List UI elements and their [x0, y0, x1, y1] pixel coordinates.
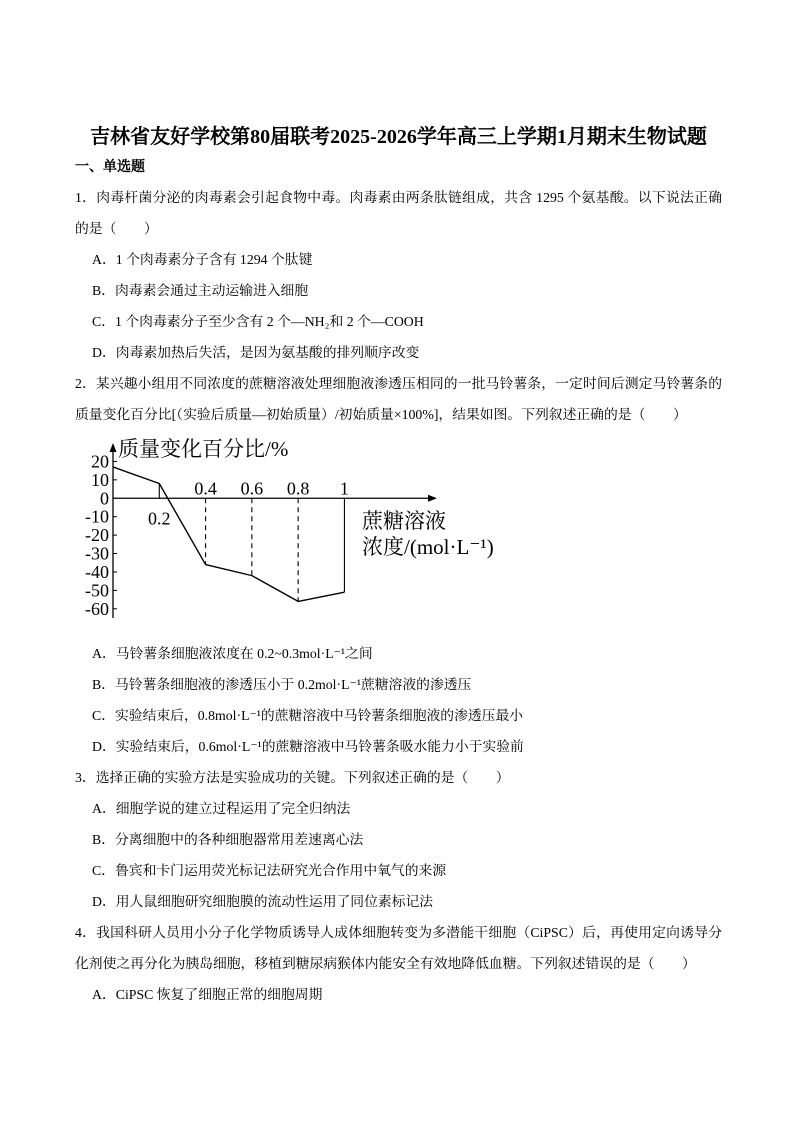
question-1: [75, 182, 722, 368]
chart-y-tick-label: -30: [85, 543, 109, 564]
option-label: A．: [92, 986, 116, 1002]
chart-x-axis-title-line: 浓度/(mol·L⁻¹): [362, 534, 494, 559]
question-2-figure: [75, 430, 722, 638]
chart-y-tick-label: -10: [85, 506, 109, 527]
question-3-option-a: [75, 793, 722, 824]
question-4-stem-line-1: 4．我国科研人员用小分子化学物质诱导人成体细胞转变为多潜能干细胞（CiPSC）后，再使用定向诱导分: [75, 924, 722, 940]
question-1-stem-line-1: 1．肉毒杆菌分泌的肉毒素会引起食物中毒。肉毒素由两条肽链组成，共含 1295 个氨基酸。以下说法正确: [75, 189, 722, 205]
chart-x-tick-label: 1: [339, 477, 349, 498]
question-2-option-d: [75, 731, 722, 762]
option-text: 马铃薯条细胞液的渗透压小于 0.2mol·L⁻¹蔗糖溶液的渗透压: [115, 676, 472, 692]
question-3-option-c: [75, 855, 722, 886]
chart-y-axis-title: 质量变化百分比/%: [118, 436, 289, 461]
option-label: A．: [92, 645, 116, 661]
option-text: 1 个肉毒素分子含有 1294 个肽键: [115, 251, 313, 267]
question-1-option-c: [75, 306, 722, 337]
question-1-option-d: [75, 337, 722, 368]
option-text: 分离细胞中的各种细胞器常用差速离心法: [115, 831, 364, 847]
question-2-stem-line-2: 质量变化百分比[（实验后质量—初始质量）/初始质量×100%]，结果如图。下列叙述正确的是（ ）: [75, 406, 687, 422]
chart-y-tick-label: 10: [91, 469, 109, 490]
option-text: 肉毒素会通过主动运输进入细胞: [115, 282, 309, 298]
option-text: 鲁宾和卡门运用荧光标记法研究光合作用中氧气的来源: [115, 862, 447, 878]
question-4: [75, 917, 722, 1010]
question-list: [75, 182, 722, 1010]
option-text: 实验结束后，0.6mol·L⁻¹的蔗糖溶液中马铃薯条吸水能力小于实验前: [115, 738, 524, 754]
option-label: A．: [92, 800, 116, 816]
chart-y-tick-label: 20: [91, 450, 109, 471]
question-2-option-b: [75, 669, 722, 700]
chart-x-axis-arrow: [428, 494, 437, 501]
option-label: D．: [92, 893, 116, 909]
question-3-option-d: [75, 886, 722, 917]
option-text: 1 个肉毒素分子至少含有 2 个—NH₂和 2 个—COOH: [115, 313, 424, 329]
option-text: 马铃薯条细胞液浓度在 0.2~0.3mol·L⁻¹之间: [115, 645, 373, 661]
chart-x-tick-label: 0.2: [148, 507, 171, 528]
chart-x-tick-label: 0.8: [286, 477, 310, 498]
chart-y-axis-arrow: [110, 443, 117, 452]
option-label: C．: [92, 862, 115, 878]
question-4-stem-line-2: 化剂使之再分化为胰岛细胞，移植到糖尿病猴体内能安全有效地降低血糖。下列叙述错误的是（ ）: [75, 955, 696, 971]
option-label: D．: [92, 738, 116, 754]
option-text: 实验结束后，0.8mol·L⁻¹的蔗糖溶液中马铃薯条细胞液的渗透压最小: [115, 707, 524, 723]
question-3: [75, 762, 722, 917]
option-text: CiPSC 恢复了细胞正常的细胞周期: [115, 986, 323, 1002]
question-1-stem-line-2: 的是（ ）: [75, 220, 158, 236]
chart-x-tick-label: 0.6: [240, 477, 264, 498]
section-heading: 一、单选题: [75, 160, 145, 175]
question-3-option-b: [75, 824, 722, 855]
mass-change-line-chart: [80, 435, 520, 625]
option-text: 用人鼠细胞研究细胞膜的流动性运用了同位素标记法: [115, 893, 434, 909]
chart-y-tick-label: -50: [85, 579, 109, 600]
question-1-option-a: [75, 244, 722, 275]
option-label: B．: [92, 676, 115, 692]
chart-y-tick-label: -20: [85, 524, 109, 545]
question-1-option-b: [75, 275, 722, 306]
question-3-stem-line-1: 3．选择正确的实验方法是实验成功的关键。下列叙述正确的是（ ）: [75, 769, 510, 785]
chart-y-tick-label: 0: [100, 487, 109, 508]
option-text: 细胞学说的建立过程运用了完全归纳法: [115, 800, 351, 816]
option-label: B．: [92, 831, 115, 847]
question-2-option-c: [75, 700, 722, 731]
question-2: [75, 368, 722, 762]
option-label: D．: [92, 344, 116, 360]
chart-x-tick-label: 0.4: [194, 477, 217, 498]
option-label: A．: [92, 251, 116, 267]
exam-title: 吉林省友好学校第80届联考2025-2026学年高三上学期1月期末生物试题: [90, 126, 707, 148]
option-label: C．: [92, 707, 115, 723]
chart-y-tick-label: -60: [85, 598, 109, 619]
option-label: C．: [92, 313, 115, 329]
chart-x-axis-title-line: 蔗糖溶液: [362, 508, 446, 533]
question-2-stem-line-1: 2．某兴趣小组用不同浓度的蔗糖溶液处理细胞液渗透压相同的一批马铃薯条，一定时间后测定马铃薯条的: [75, 375, 722, 391]
chart-y-tick-label: -40: [85, 561, 109, 582]
chart-series-line: [113, 466, 344, 600]
option-text: 肉毒素加热后失活，是因为氨基酸的排列顺序改变: [115, 344, 420, 360]
option-label: B．: [92, 282, 115, 298]
question-2-option-a: [75, 638, 722, 669]
question-4-option-a: [75, 979, 722, 1010]
